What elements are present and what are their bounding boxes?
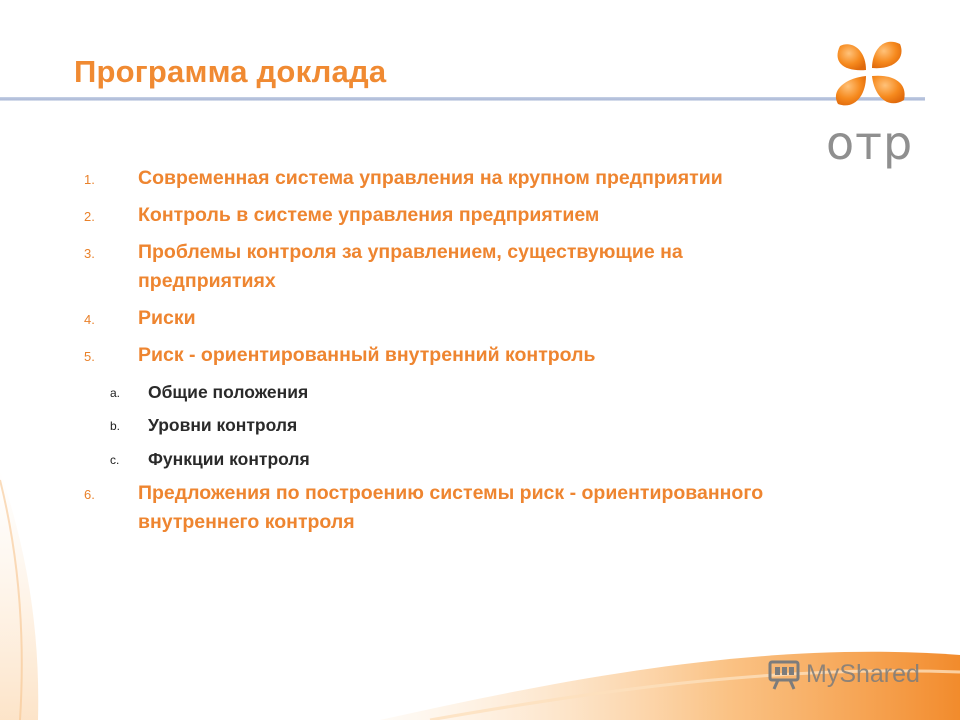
item-text-line-2: внутреннего контроля bbox=[138, 511, 355, 533]
item-text-line-1: Предложения по построению системы риск - ориентированного bbox=[138, 482, 764, 504]
item-letter: a. bbox=[110, 386, 121, 400]
item-number: 1. bbox=[84, 172, 95, 187]
watermark bbox=[766, 656, 936, 696]
item-text-line-1: Проблемы контроля за управлением, существующие на bbox=[138, 241, 683, 263]
slide-title: Программа доклада bbox=[74, 54, 387, 89]
item-number: 4. bbox=[84, 312, 95, 327]
item-text: Функции контроля bbox=[148, 449, 310, 469]
title-divider bbox=[0, 97, 925, 101]
item-text-line-2: предприятиях bbox=[138, 270, 276, 292]
presentation-board-icon bbox=[766, 656, 802, 692]
item-text: Риск - ориентированный внутренний контроль bbox=[138, 344, 596, 366]
logo-text: отр bbox=[826, 116, 914, 170]
item-text: Современная система управления на крупном предприятии bbox=[138, 167, 723, 189]
item-text: Контроль в системе управления предприятием bbox=[138, 204, 600, 226]
item-number: 3. bbox=[84, 246, 95, 261]
item-number: 6. bbox=[84, 487, 95, 502]
item-number: 2. bbox=[84, 209, 95, 224]
item-text: Уровни контроля bbox=[148, 415, 298, 435]
item-letter: b. bbox=[110, 419, 121, 433]
item-letter: c. bbox=[110, 453, 120, 467]
item-number: 5. bbox=[84, 349, 95, 364]
item-text: Общие положения bbox=[148, 382, 309, 402]
item-text: Риски bbox=[138, 307, 196, 329]
watermark-text: MyShared bbox=[806, 660, 920, 688]
